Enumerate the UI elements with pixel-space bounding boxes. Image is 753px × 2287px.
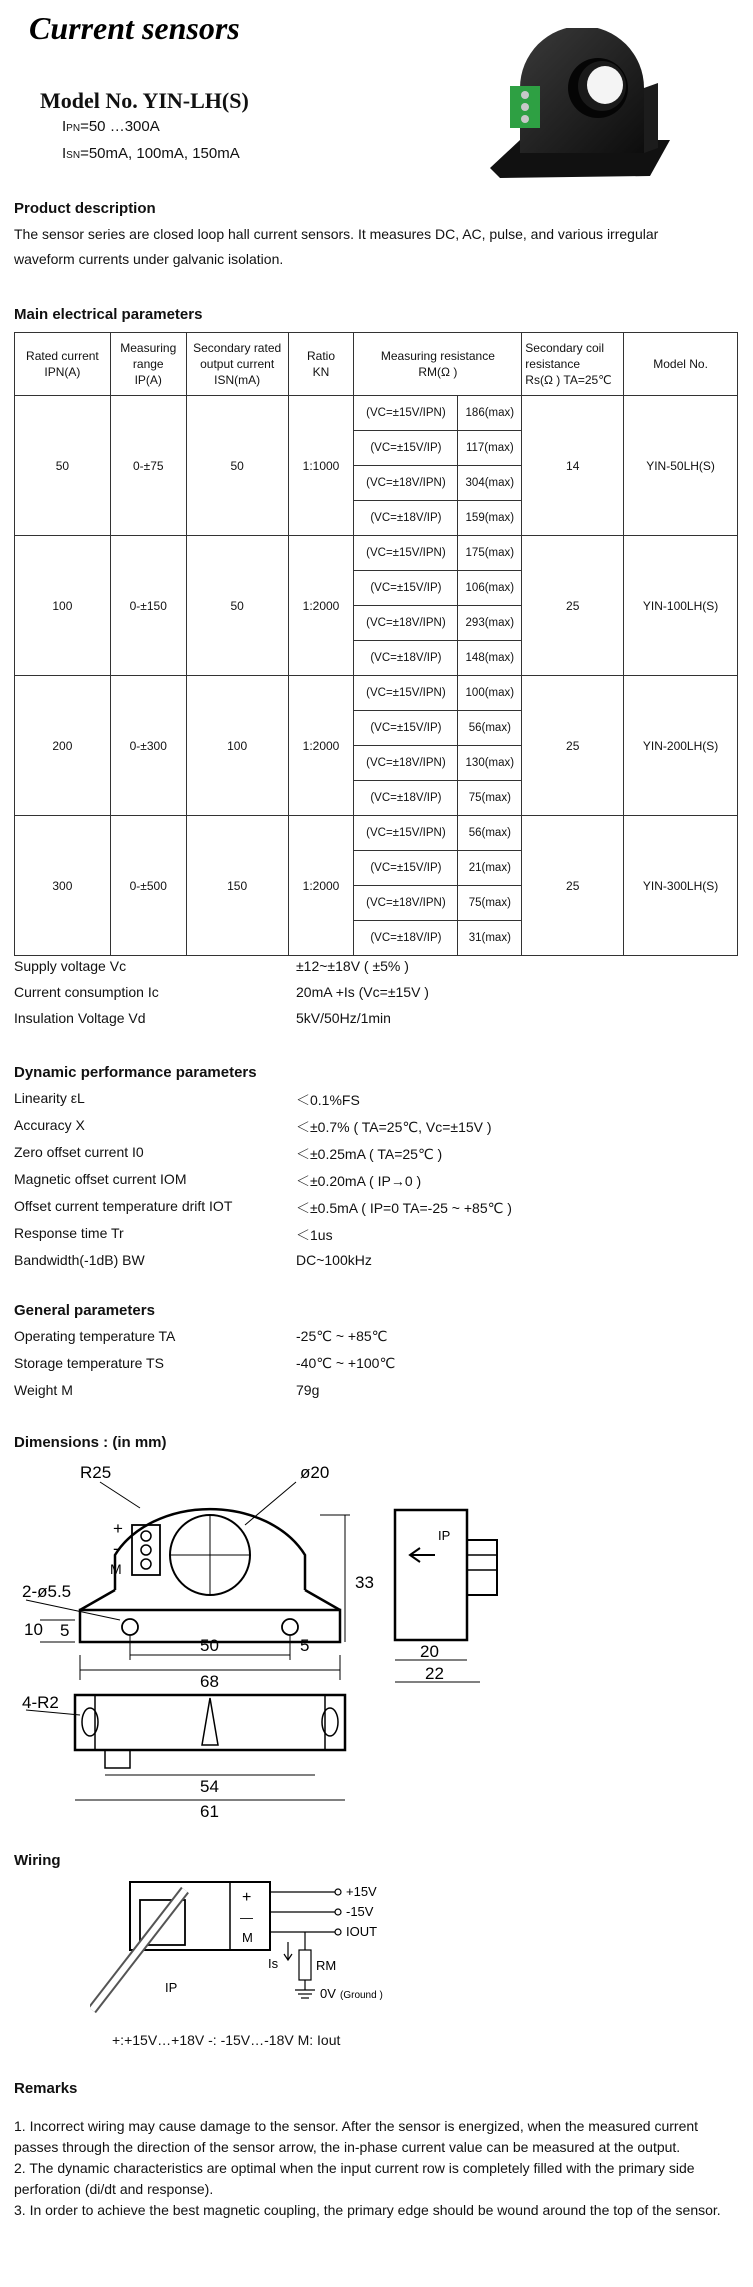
electrical-table [14,332,738,956]
cell-model: YIN-200LH(S) [624,676,738,816]
dim-50: 50 [200,1636,219,1655]
wiring-plus: + [242,1889,252,1906]
dim-holes: 2-ø5.5 [22,1582,72,1601]
wiring-minus15: -15V [346,1904,374,1919]
ipn-spec: IPN=50 …300A [62,118,160,135]
cell-resistance: 293(max) [458,606,522,641]
param-value: 20mA +Is (Vc=±15V ) [296,984,429,1000]
cell-sec: 50 [186,396,288,536]
cell-resistance: 186(max) [458,396,522,431]
param-value: ＜±0.20mA ( IP→0 ) [296,1173,422,1189]
cell-range: 0-±300 [110,676,186,816]
param-label: Response time Tr [14,1225,124,1241]
cell-rated: 50 [15,396,111,536]
wiring-ip: IP [165,1980,178,1995]
cell-resistance: 106(max) [458,571,522,606]
cell-condition: (VC=±15V/IP) [354,431,458,466]
dim-r25: R25 [80,1463,112,1482]
col-coil: Secondary coil resistance Rs(Ω ) TA=25℃ [522,333,624,396]
cell-condition: (VC=±15V/IP) [354,851,458,886]
cell-condition: (VC=±18V/IPN) [354,886,458,921]
description-heading: Product description [14,200,156,217]
param-value: 79g [296,1382,320,1398]
param-value: ＜±0.25mA ( TA=25℃ ) [296,1146,443,1162]
cell-ratio: 1:2000 [288,676,354,816]
sensor-photo [480,28,680,188]
cell-resistance: 117(max) [458,431,522,466]
wiring-is: Is [268,1956,279,1971]
cell-condition: (VC=±15V/IPN) [354,676,458,711]
cell-range: 0-±150 [110,536,186,676]
cell-condition: (VC=±18V/IPN) [354,606,458,641]
wiring-legend: +:+15V…+18V -: -15V…-18V M: Iout [112,2032,341,2048]
cell-range: 0-±75 [110,396,186,536]
param-label: Bandwidth(-1dB) BW [14,1252,145,1268]
cell-rated: 300 [15,816,111,956]
wiring-minus: — [240,1910,253,1925]
remarks-heading: Remarks [14,2080,78,2097]
param-label: Magnetic offset current IOM [14,1171,187,1187]
col-secondary: Secondary rated output current ISN(mA) [186,333,288,396]
param-value: ＜±0.5mA ( IP=0 TA=-25 ~ +85℃ ) [296,1200,512,1216]
model-number: Model No. YIN-LH(S) [40,88,249,113]
col-ratio: Ratio KN [288,333,354,396]
isn-spec: ISN=50mA, 100mA, 150mA [62,145,240,162]
cell-resistance: 56(max) [458,816,522,851]
col-model: Model No. [624,333,738,396]
table-row [15,536,738,571]
page-title: Current sensors [29,10,240,46]
cell-model: YIN-50LH(S) [624,396,738,536]
cell-condition: (VC=±18V/IP) [354,781,458,816]
cell-coil: 14 [522,396,624,536]
cell-rated: 200 [15,676,111,816]
cell-condition: (VC=±18V/IPN) [354,746,458,781]
cell-resistance: 31(max) [458,921,522,956]
param-value: ＜±0.7% ( TA=25℃, Vc=±15V ) [296,1119,492,1135]
dim-ip: IP [438,1528,451,1543]
terminal-plus-label: + [113,1519,123,1538]
cell-resistance: 159(max) [458,501,522,536]
param-label: Insulation Voltage Vd [14,1010,146,1026]
cell-resistance: 100(max) [458,676,522,711]
param-label: Offset current temperature drift IOT [14,1198,233,1214]
table-header-row [15,333,738,396]
remarks-list [14,2116,742,2221]
dimensions-heading: Dimensions : (in mm) [14,1434,167,1451]
cell-coil: 25 [522,676,624,816]
param-value: ＜0.1%FS [296,1092,360,1108]
dim-61: 61 [200,1802,219,1821]
cell-condition: (VC=±15V/IPN) [354,396,458,431]
param-label: Current consumption Ic [14,984,159,1000]
cell-condition: (VC=±15V/IPN) [354,816,458,851]
cell-condition: (VC=±18V/IPN) [354,466,458,501]
col-measuring-resistance: Measuring resistance RM(Ω ) [354,333,522,396]
remark-3: 3. In order to achieve the best magnetic coupling, the primary edge should be wound around the top of the sensor. [14,2202,721,2218]
wiring-iout: IOUT [346,1924,378,1939]
description-text: The sensor series are closed loop hall current sensors. It measures DC, AC, pulse, and various irregular waveform currents under galvanic isolation. [14,226,659,267]
cell-resistance: 175(max) [458,536,522,571]
general-heading: General parameters [14,1302,155,1319]
cell-resistance: 21(max) [458,851,522,886]
table-row [15,676,738,711]
cell-resistance: 75(max) [458,781,522,816]
cell-sec: 50 [186,536,288,676]
cell-condition: (VC=±15V/IP) [354,711,458,746]
dimension-drawing [20,1460,520,1840]
cell-resistance: 56(max) [458,711,522,746]
electrical-heading: Main electrical parameters [14,306,203,323]
param-label: Supply voltage Vc [14,958,127,974]
param-label: Storage temperature TS [14,1355,164,1371]
wiring-diagram [90,1870,510,2020]
wiring-heading: Wiring [14,1852,61,1869]
cell-resistance: 130(max) [458,746,522,781]
wiring-ground-note: (Ground ) [340,1990,383,2001]
col-rated: Rated current IPN(A) [15,333,111,396]
terminal-m-label: M [110,1561,122,1577]
param-value: ＜1us [296,1227,333,1243]
param-label: Weight M [14,1382,73,1398]
cell-sec: 150 [186,816,288,956]
cell-ratio: 1:2000 [288,536,354,676]
dim-20w: 20 [420,1642,439,1661]
cell-ratio: 1:1000 [288,396,354,536]
cell-condition: (VC=±18V/IP) [354,641,458,676]
dynamic-heading: Dynamic performance parameters [14,1064,257,1081]
cell-resistance: 304(max) [458,466,522,501]
dim-5b: 5 [300,1636,310,1655]
dim-10: 10 [24,1620,43,1639]
cell-condition: (VC=±15V/IPN) [354,536,458,571]
param-label: Linearity εL [14,1090,85,1106]
cell-range: 0-±500 [110,816,186,956]
cell-sec: 100 [186,676,288,816]
terminal-minus-label: - [113,1539,119,1558]
cell-resistance: 148(max) [458,641,522,676]
wiring-m: M [242,1930,253,1945]
dim-r2: 4-R2 [22,1693,59,1712]
dim-33: 33 [355,1573,374,1592]
cell-model: YIN-300LH(S) [624,816,738,956]
cell-condition: (VC=±15V/IP) [354,571,458,606]
col-range: Measuring range IP(A) [110,333,186,396]
wiring-rm: RM [316,1958,337,1973]
cell-coil: 25 [522,816,624,956]
param-value: DC~100kHz [296,1252,372,1268]
cell-rated: 100 [15,536,111,676]
remark-1: 1. Incorrect wiring may cause damage to the sensor. After the sensor is energized, when the measured current passes through the direction of the sensor arrow, the in-phase current value can be measured at the output. [14,2118,699,2155]
remark-2: 2. The dynamic characteristics are optimal when the input current row is completely filled with the primary side perforation (di/dt and response). [14,2160,695,2197]
param-value: ±12~±18V ( ±5% ) [296,958,409,974]
cell-coil: 25 [522,536,624,676]
dim-d20: ø20 [300,1463,330,1482]
dim-68: 68 [200,1672,219,1691]
cell-resistance: 75(max) [458,886,522,921]
dim-22: 22 [425,1664,444,1683]
table-row [15,396,738,431]
cell-condition: (VC=±18V/IP) [354,921,458,956]
wiring-plus15: +15V [346,1884,377,1899]
cell-model: YIN-100LH(S) [624,536,738,676]
dim-54: 54 [200,1777,219,1796]
table-row [15,816,738,851]
cell-ratio: 1:2000 [288,816,354,956]
param-label: Zero offset current I0 [14,1144,144,1160]
dim-5a: 5 [60,1621,70,1640]
param-value: -40℃ ~ +100℃ [296,1355,396,1371]
param-label: Accuracy X [14,1117,85,1133]
wiring-ground: 0V [320,1986,336,2001]
param-label: Operating temperature TA [14,1328,176,1344]
cell-condition: (VC=±18V/IP) [354,501,458,536]
param-value: -25℃ ~ +85℃ [296,1328,388,1344]
param-value: 5kV/50Hz/1min [296,1010,391,1026]
